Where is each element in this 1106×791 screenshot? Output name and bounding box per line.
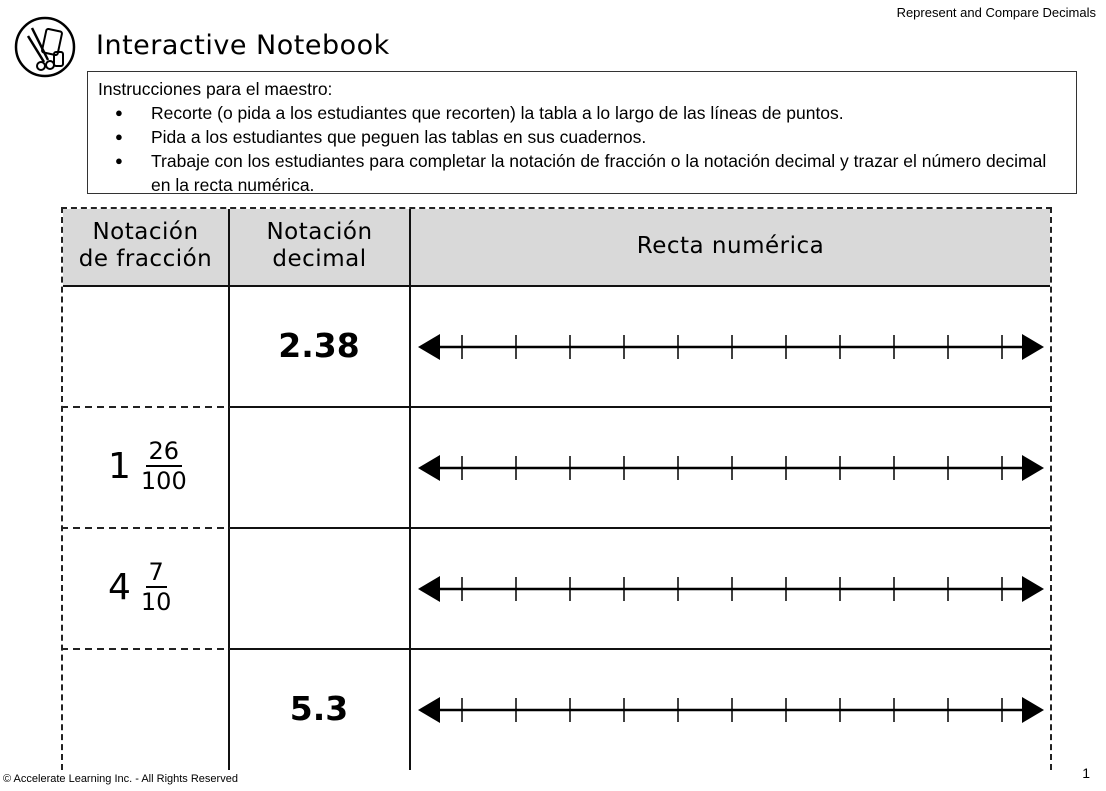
fraction	[141, 437, 187, 495]
numerator: 26	[146, 437, 183, 467]
left-arrow-icon	[418, 697, 440, 723]
header-line: decimal	[272, 246, 367, 272]
mixed-fraction	[108, 558, 171, 616]
instruction-item: ● Trabaje con los estudiantes para completar la notación de fracción o la notación decimal y trazar el número decimal en la recta numérica.	[151, 149, 1066, 197]
column-divider	[409, 209, 411, 770]
instructions-list	[98, 101, 1066, 197]
number-line	[418, 569, 1044, 609]
row-divider	[228, 406, 1050, 408]
mixed-fraction	[108, 437, 187, 495]
page-number: 1	[1082, 765, 1090, 781]
row-divider	[228, 648, 1050, 650]
header-fraction-notation	[63, 219, 228, 273]
number-line	[418, 690, 1044, 730]
page-title: Interactive Notebook	[96, 30, 390, 61]
left-arrow-icon	[418, 576, 440, 602]
teacher-instructions	[87, 71, 1077, 194]
fraction	[141, 558, 172, 616]
number-line	[418, 327, 1044, 367]
right-arrow-icon	[1022, 697, 1044, 723]
instruction-item: ● Pida a los estudiantes que peguen las tablas en sus cuadernos.	[151, 125, 1066, 149]
header-line: de fracción	[78, 246, 213, 272]
subject-label: Represent and Compare Decimals	[896, 5, 1096, 20]
right-arrow-icon	[1022, 455, 1044, 481]
left-arrow-icon	[418, 334, 440, 360]
header-decimal-notation	[230, 219, 409, 273]
numerator: 7	[146, 558, 167, 588]
decimal-value: 2.38	[278, 326, 360, 365]
instructions-heading: Instrucciones para el maestro:	[98, 79, 333, 99]
whole-number: 1	[108, 445, 131, 487]
header-number-line: Recta numérica	[636, 233, 825, 259]
header-line: Notación	[92, 219, 199, 245]
left-arrow-icon	[418, 455, 440, 481]
copyright: © Accelerate Learning Inc. - All Rights Reserved	[3, 773, 238, 785]
right-arrow-icon	[1022, 576, 1044, 602]
scissors-glue-notebook-icon	[14, 16, 76, 78]
instruction-item: ● Recorte (o pida a los estudiantes que recorten) la tabla a lo largo de las líneas de puntos.	[151, 101, 1066, 125]
whole-number: 4	[108, 566, 131, 608]
denominator: 10	[140, 588, 172, 616]
right-arrow-icon	[1022, 334, 1044, 360]
header-line: Notación	[266, 219, 373, 245]
decimal-value: 5.3	[289, 689, 349, 728]
number-line	[418, 448, 1044, 488]
denominator: 100	[140, 467, 187, 495]
row-divider	[63, 285, 1050, 287]
row-divider	[228, 527, 1050, 529]
